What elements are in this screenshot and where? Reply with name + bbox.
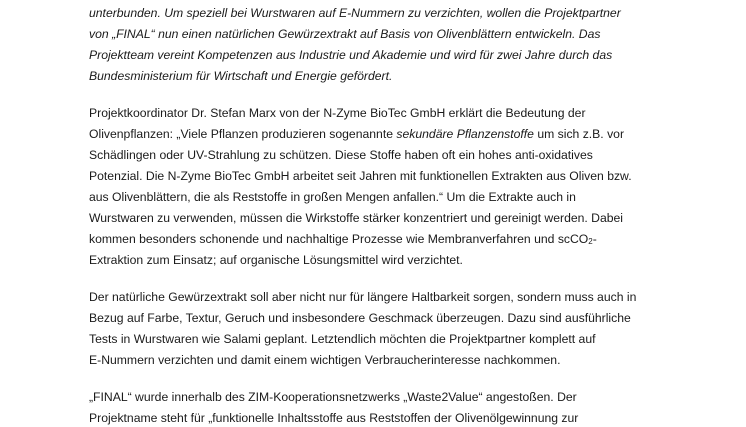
intro-line-2: von „FINAL“ nun einen natürlichen Gewürzextrakt auf Basis von Olivenblättern entwickeln. Das (89, 27, 601, 41)
p3-line-4: E-Nummern verzichten und damit einem wichtigen Verbraucherinteresse nachkommen. (89, 353, 561, 367)
intro-line-4: Bundesministerium für Wirtschaft und Energie gefördert. (89, 69, 393, 83)
p2-line-7 (89, 230, 597, 251)
p2-line-8: Extraktion zum Einsatz; auf organische Lösungsmittel wird verzichtet. (89, 253, 463, 267)
p2-line-2 (89, 125, 624, 143)
p4-line-2: Projektname steht für „funktionelle Inhaltsstoffe aus Reststoffen der Olivenölgewinnung zur (89, 411, 579, 425)
p2-line-3: Schädlingen oder UV-Strahlung zu schützen. Diese Stoffe haben oft ein hohes anti-oxidatives (89, 148, 593, 162)
p3-line-2: Bezug auf Farbe, Textur, Geruch und insbesondere Geschmack überzeugen. Dazu sind ausführliche (89, 311, 631, 325)
p2-line-6: Wurstwaren zu verwenden, müssen die Wirkstoffe stärker konzentriert und gereinigt werden. Dabei (89, 211, 624, 225)
p2-line-5: aus Olivenblättern, die als Reststoffe in großen Mengen anfallen.“ Um die Extrakte auch in (89, 190, 576, 204)
p2-line-1: Projektkoordinator Dr. Stefan Marx von der N-Zyme BioTec GmbH erklärt die Bedeutung der (89, 106, 586, 120)
p2-line-2-pre: Olivenpflanzen: „Viele Pflanzen produzieren sogenannte (89, 127, 397, 141)
p4-line-1: „FINAL“ wurde innerhalb des ZIM-Kooperationsnetzwerks „Waste2Value“ angestoßen. Der (89, 390, 577, 404)
intro-line-1: unterbunden. Um speziell bei Wurstwaren auf E-Nummern zu verzichten, wollen die Projektpartner (89, 6, 621, 20)
p3-line-3: Tests in Wurstwaren wie Salami geplant. Letztendlich möchten die Projektpartner komplett auf (89, 332, 596, 346)
p2-line-4: Potenzial. Die N-Zyme BioTec GmbH arbeitet seit Jahren mit funktionellen Extrakten aus Oliven bzw. (89, 169, 632, 183)
p3-line-1: Der natürliche Gewürzextrakt soll aber nicht nur für längere Haltbarkeit sorgen, sondern muss auch in (89, 290, 637, 304)
p2-line-7-post: - (592, 232, 597, 246)
p2-line-2-post: um sich z.B. vor (533, 127, 625, 141)
p2-line-2-emphasis: sekundäre Pflanzenstoffe (396, 127, 534, 141)
p2-line-7-pre: kommen besonders schonende und nachhaltige Prozesse wie Membranverfahren und scCO (89, 232, 589, 246)
p2-line-7-subscript: 2 (588, 237, 593, 246)
intro-line-3: Projektteam vereint Kompetenzen aus Industrie und Akademie und wird für zwei Jahre durch das (89, 48, 613, 62)
